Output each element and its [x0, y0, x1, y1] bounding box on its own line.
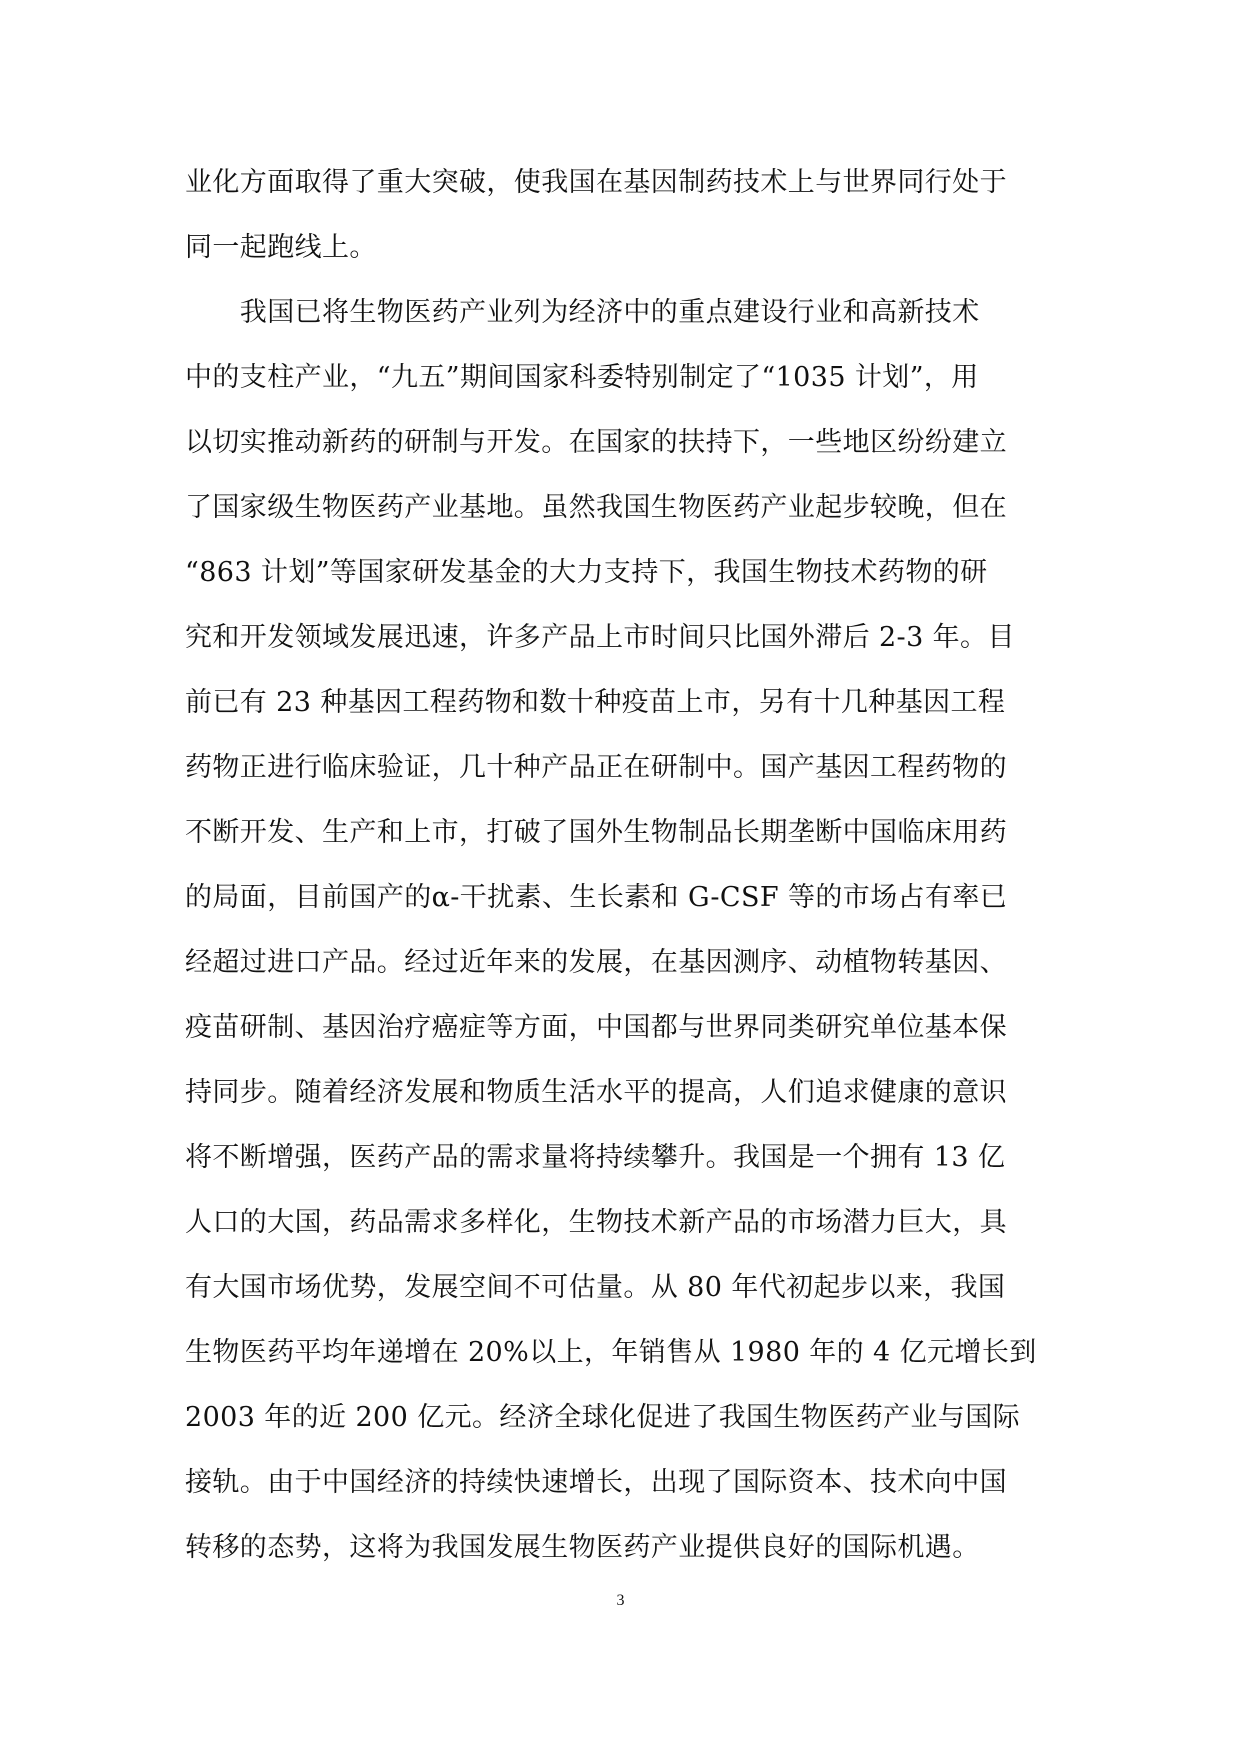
text-line: 疫苗研制、基因治疗癌症等方面，中国都与世界同类研究单位基本保 [185, 1012, 1007, 1043]
text-line: 人口的大国，药品需求多样化，生物技术新产品的市场潜力巨大，具 [185, 1207, 1007, 1238]
text-line: 将不断增强，医药产品的需求量将持续攀升。我国是一个拥有 13 亿 [185, 1142, 1006, 1173]
text-line: 业化方面取得了重大突破，使我国在基因制药技术上与世界同行处于 [185, 167, 1007, 198]
text-line: 持同步。随着经济发展和物质生活水平的提高，人们追求健康的意识 [185, 1077, 1007, 1108]
text-line: 有大国市场优势，发展空间不可估量。从 80 年代初起步以来，我国 [185, 1272, 1006, 1303]
text-line: 我国已将生物医药产业列为经济中的重点建设行业和高新技术 [185, 297, 980, 328]
text-line: 以切实推动新药的研制与开发。在国家的扶持下，一些地区纷纷建立 [185, 427, 1007, 458]
body-text [185, 150, 1065, 1580]
text-line: 究和开发领域发展迅速，许多产品上市时间只比国外滞后 2-3 年。目 [185, 622, 1015, 653]
text-line: 2003 年的近 200 亿元。经济全球化促进了我国生物医药产业与国际 [185, 1402, 1020, 1433]
text-line: 转移的态势，这将为我国发展生物医药产业提供良好的国际机遇。 [185, 1532, 980, 1563]
text-line: 药物正进行临床验证，几十种产品正在研制中。国产基因工程药物的 [185, 752, 1007, 783]
text-line: “863 计划”等国家研发基金的大力支持下，我国生物技术药物的研 [185, 557, 988, 588]
text-line: 中的支柱产业，“九五”期间国家科委特别制定了“1035 计划”，用 [185, 362, 979, 393]
text-line: 生物医药平均年递增在 20%以上，年销售从 1980 年的 4 亿元增长到 [185, 1337, 1037, 1368]
text-line: 了国家级生物医药产业基地。虽然我国生物医药产业起步较晚，但在 [185, 492, 1007, 523]
page-number: 3 [616, 1592, 625, 1609]
text-line: 不断开发、生产和上市，打破了国外生物制品长期垄断中国临床用药 [185, 817, 1007, 848]
text-line: 经超过进口产品。经过近年来的发展，在基因测序、动植物转基因、 [185, 947, 1007, 978]
text-line: 前已有 23 种基因工程药物和数十种疫苗上市，另有十几种基因工程 [185, 687, 1006, 718]
text-line: 的局面，目前国产的α-干扰素、生长素和 G-CSF 等的市场占有率已 [185, 882, 1008, 913]
text-line: 同一起跑线上。 [185, 232, 377, 263]
text-line: 接轨。由于中国经济的持续快速增长，出现了国际资本、技术向中国 [185, 1467, 1007, 1498]
